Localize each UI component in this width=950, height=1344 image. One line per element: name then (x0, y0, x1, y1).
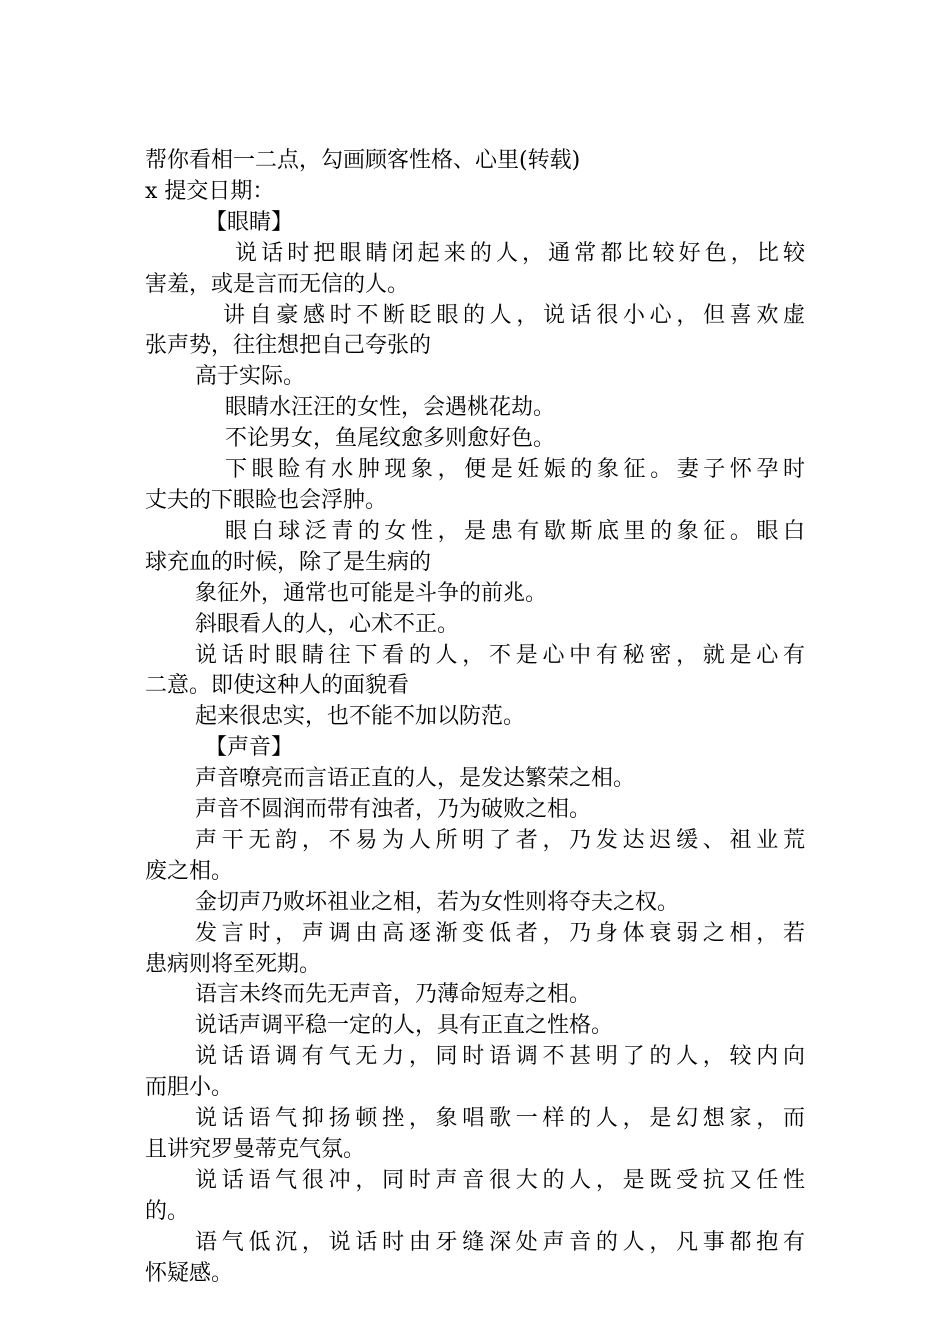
paragraph-line: 说话语气抑扬顿挫，象唱歌一样的人，是幻想家，而 (195, 1106, 805, 1132)
section-heading-eyes: 【眼睛】 (205, 209, 294, 235)
paragraph-line: 下眼睑有水肿现象，便是妊娠的象征。妻子怀孕时 (225, 457, 805, 483)
document-page (145, 146, 805, 1290)
paragraph-line: 讲自豪感时不断眨眼的人，说话很小心，但喜欢虚 (223, 302, 805, 328)
paragraph-line: 斜眼看人的人，心术不正。 (195, 611, 460, 637)
paragraph-line: 而胆小。 (145, 1075, 234, 1101)
paragraph-line: 怀疑感。 (145, 1260, 234, 1286)
paragraph-line: 且讲究罗曼蒂克气氛。 (145, 1137, 366, 1162)
paragraph-line: 说话声调平稳一定的人，具有正直之性格。 (195, 1013, 614, 1039)
paragraph-line: 说话时眼睛往下看的人，不是心中有秘密，就是心有 (195, 642, 805, 668)
paragraph-line: 高于实际。 (195, 364, 306, 390)
paragraph-line: 声干无韵，不易为人所明了者，乃发达迟缓、祖业荒 (195, 827, 805, 853)
paragraph-line: 金切声乃败坏祖业之相，若为女性则将夺夫之权。 (195, 889, 680, 915)
paragraph-line: 语气低沉，说话时由牙缝深处声音的人，凡事都抱有 (195, 1229, 805, 1255)
paragraph-line: 说话时把眼睛闭起来的人，通常都比较好色，比较 (235, 240, 805, 266)
paragraph-line: 说话语气很冲，同时声音很大的人，是既受抗又任性 (195, 1167, 805, 1193)
paragraph-line: 眼睛水汪汪的女性，会遇桃花劫。 (225, 395, 556, 421)
submit-date-label: x 提交日期： (145, 178, 275, 204)
paragraph-line: 的。 (145, 1198, 190, 1224)
paragraph-line: 害羞，或是言而无信的人。 (145, 271, 410, 297)
paragraph-line: 起来很忠实，也不能不加以防范。 (195, 704, 526, 730)
document-title: 帮你看相一二点，勾画顾客性格、心里(转载) (145, 148, 581, 173)
paragraph-line: 球充血的时候，除了是生病的 (145, 549, 432, 575)
paragraph-line: 声音嘹亮而言语正直的人，是发达繁荣之相。 (195, 766, 636, 792)
paragraph-line: 废之相。 (145, 858, 234, 884)
paragraph-line: 声音不圆润而带有浊者，乃为破败之相。 (195, 797, 592, 823)
paragraph-line: 眼白球泛青的女性，是患有歇斯底里的象征。眼白 (225, 518, 805, 544)
paragraph-line: 说话语调有气无力，同时语调不甚明了的人，较内向 (195, 1044, 805, 1070)
paragraph-line: 不论男女，鱼尾纹愈多则愈好色。 (225, 426, 556, 452)
paragraph-line: 张声势，往往想把自己夸张的 (145, 333, 432, 359)
paragraph-line: 发言时，声调由高逐渐变低者，乃身体衰弱之相，若 (195, 920, 805, 946)
paragraph-line: 二意。即使这种人的面貌看 (145, 673, 410, 699)
paragraph-line: 语言未终而先无声音，乃薄命短寿之相。 (195, 982, 592, 1008)
section-heading-voice: 【声音】 (205, 735, 294, 761)
paragraph-line: 丈夫的下眼睑也会浮肿。 (145, 487, 388, 513)
paragraph-line: 象征外，通常也可能是斗争的前兆。 (195, 580, 548, 606)
paragraph-line: 患病则将至死期。 (145, 951, 322, 977)
